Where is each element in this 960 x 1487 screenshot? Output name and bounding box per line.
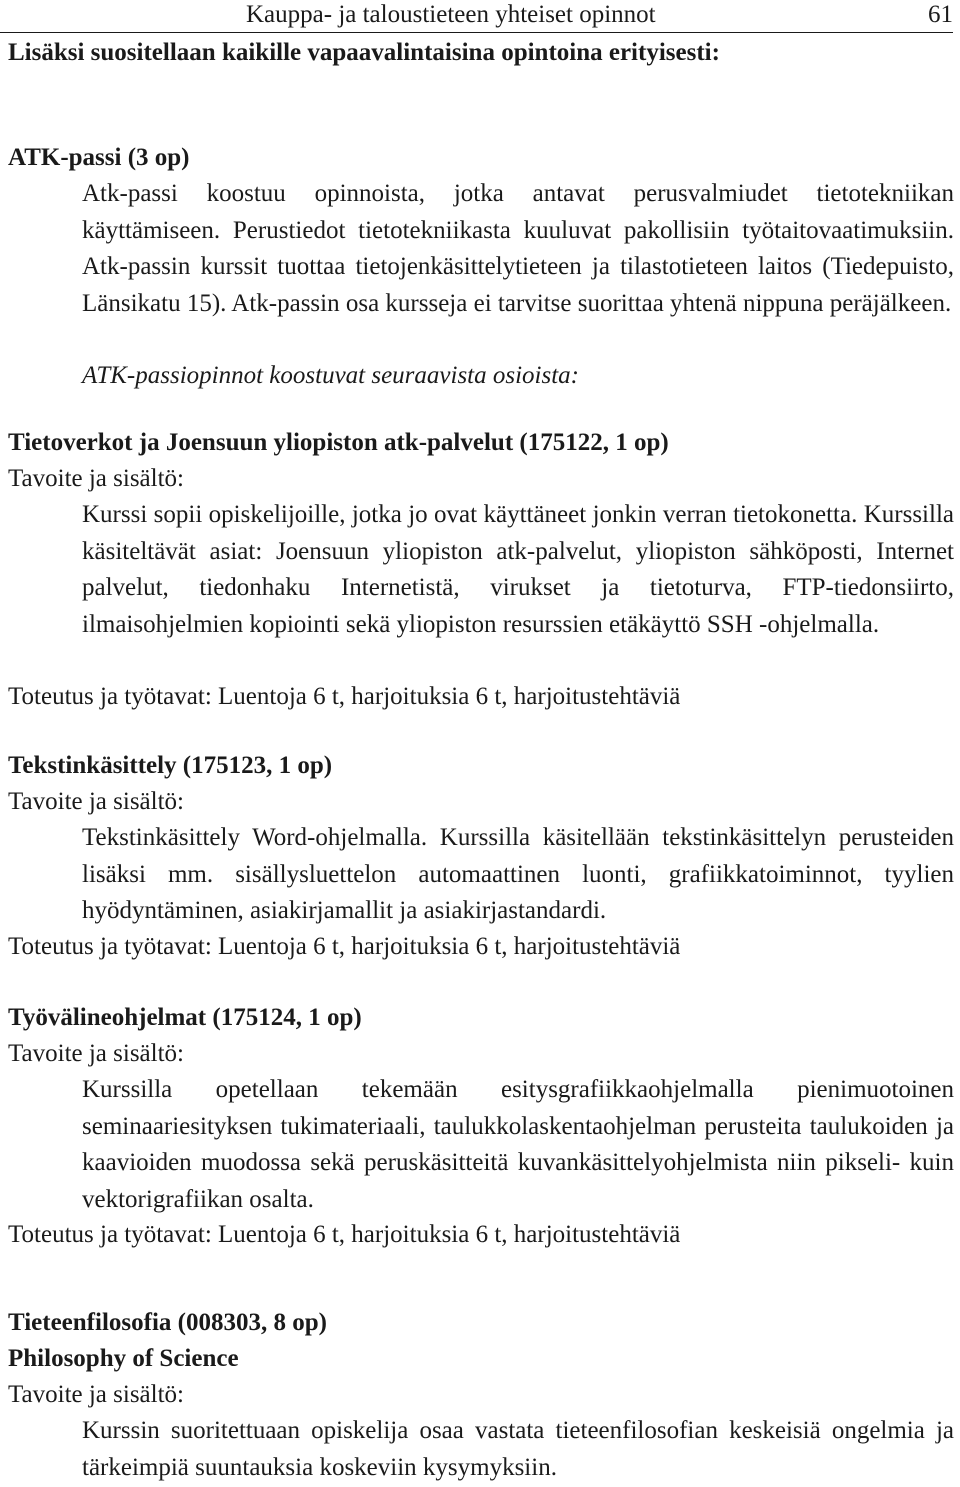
goal-label: Tavoite ja sisältö: [8, 1040, 184, 1067]
page-number: 61 [928, 1, 953, 28]
goal-label: Tavoite ja sisältö: [8, 465, 184, 492]
course-description: Kurssin suoritettuaan opiskelija osaa vastata tieteenfilosofian keskeisiä ongelmia ja tärkeimpiä suuntauksia koskeviin kysymyksiin. [82, 1417, 954, 1481]
course-description: Kurssilla opetellaan tekemään esitysgrafiikkaohjelmalla pienimuotoinen seminaariesityksen tukimateriaali, taulukkolaskentaohjelman perusteita taulukoiden ja kaavioiden muodossa sekä peruskäsitteitä kuvankäsittelyohjelmista niin pikseli- kuin vektorigrafiikan osalta. [82, 1076, 954, 1213]
running-header-title: Kauppa- ja taloustieteen yhteiset opinnot [246, 1, 656, 28]
course-method: Toteutus ja työtavat: Luentoja 6 t, harjoituksia 6 t, harjoitustehtäviä [8, 933, 681, 960]
course-title: Työvälineohjelmat (175124, 1 op) [8, 1004, 362, 1031]
atk-passi-description: Atk-passi koostuu opinnoista, jotka antavat perusvalmiudet tietotekniikan käyttämiseen. Perustiedot tietotekniikasta kuuluvat pakollisiin työtaitovaatimuksiin. Atk-passin kurssit tuottaa tietojenkäsittelytieteen ja tilastotieteen laitos (Tiedepuisto, Länsikatu 15). Atk-passin osa kursseja ei tarvitse suorittaa yhtenä nippuna peräjälkeen. [82, 180, 954, 317]
atk-passi-note: ATK-passiopinnot koostuvat seuraavista osioista: [82, 362, 579, 389]
course-method: Toteutus ja työtavat: Luentoja 6 t, harjoituksia 6 t, harjoitustehtäviä [8, 1221, 681, 1248]
running-header [0, 0, 953, 33]
course-subtitle: Philosophy of Science [8, 1345, 239, 1372]
course-description: Kurssi sopii opiskelijoille, jotka jo ovat käyttäneet jonkin verran tietokonetta. Kurssilla käsiteltävät asiat: Joensuun yliopiston atk-palvelut, yliopiston sähköposti, Internet palvelut, tiedonhaku Internetistä, virukset ja tietoturva, FTP-tiedonsiirto, ilmaisohjelmien kopiointi sekä yliopiston resurssien etäkäyttö SSH -ohjelmalla. [82, 501, 954, 638]
course-method: Toteutus ja työtavat: Luentoja 6 t, harjoituksia 6 t, harjoitustehtäviä [8, 683, 681, 710]
course-title: Tekstinkäsittely (175123, 1 op) [8, 752, 333, 779]
section-heading-atk-passi: ATK-passi (3 op) [8, 144, 190, 171]
intro-heading: Lisäksi suositellaan kaikille vapaavalintaisina opintoina erityisesti: [8, 39, 720, 66]
goal-label: Tavoite ja sisältö: [8, 788, 184, 815]
course-title: Tieteenfilosofia (008303, 8 op) [8, 1309, 327, 1336]
goal-label: Tavoite ja sisältö: [8, 1381, 184, 1408]
course-title: Tietoverkot ja Joensuun yliopiston atk-palvelut (175122, 1 op) [8, 429, 669, 456]
course-description: Tekstinkäsittely Word-ohjelmalla. Kurssilla käsitellään tekstinkäsittelyn perusteiden lisäksi mm. sisällysluettelon automaattinen luonti, grafiikkatoiminnot, tyylien hyödyntäminen, asiakirjamallit ja asiakirjastandardi. [82, 824, 954, 924]
